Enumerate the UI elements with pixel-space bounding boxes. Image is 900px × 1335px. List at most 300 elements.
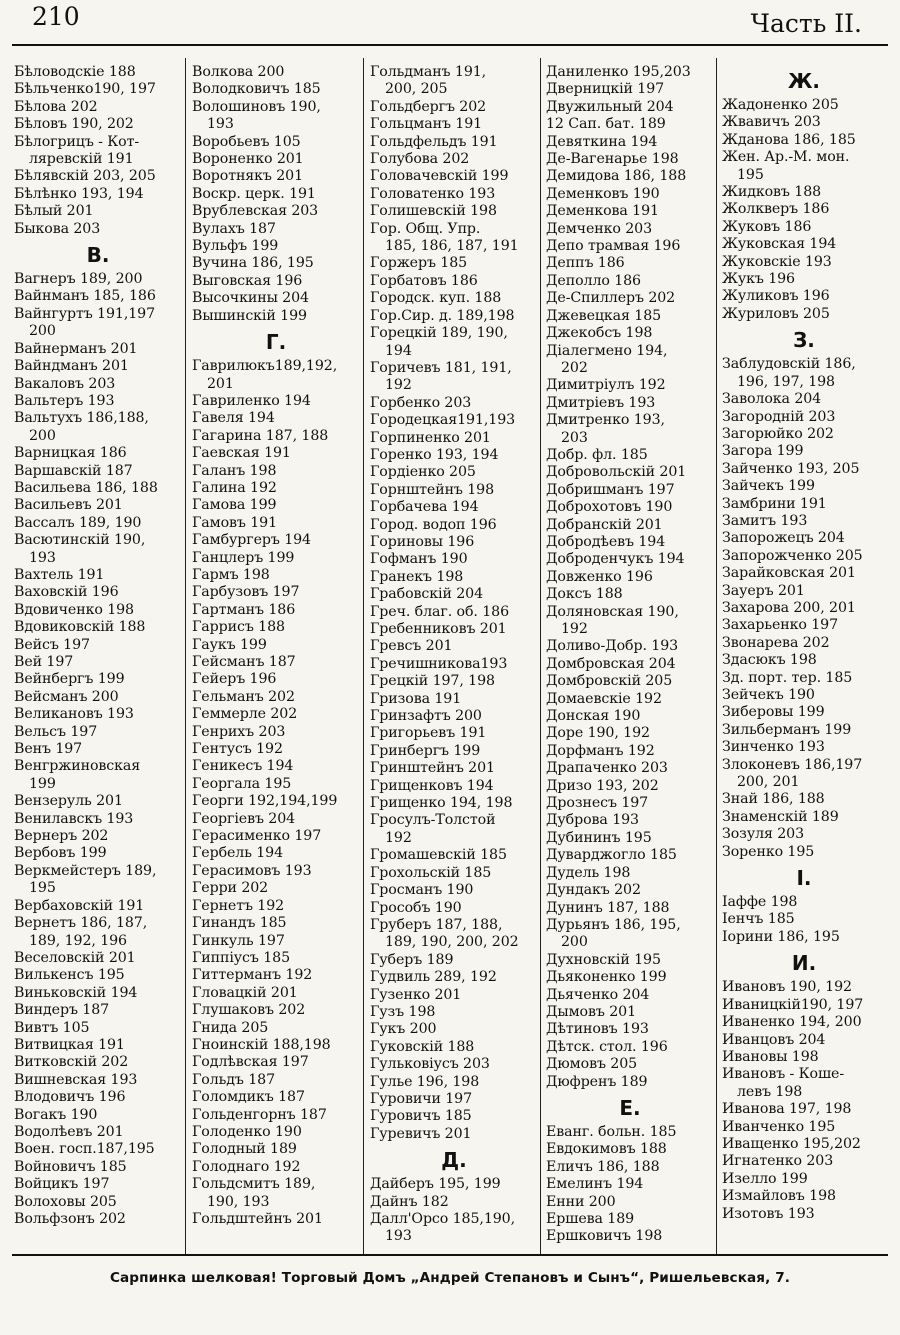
index-entry: Громашевскій 185 <box>370 847 507 864</box>
index-entry: Гольдсмитъ 189, <box>192 1176 316 1193</box>
index-entry: Врублевская 203 <box>192 203 319 220</box>
index-entry: Гузенко 201 <box>370 986 462 1003</box>
index-entry: Доре 190, 192 <box>546 725 650 742</box>
index-entry: Великановъ 193 <box>14 706 134 723</box>
index-entry: Георги 192,194,199 <box>192 793 338 810</box>
letter-heading: Ж. <box>787 69 821 93</box>
index-entry: Іенчъ 185 <box>722 911 795 928</box>
index-entry: Двужильный 204 <box>546 98 674 115</box>
index-entry: Вакаловъ 203 <box>14 375 116 392</box>
index-entry: Грецкій 197, 198 <box>370 673 495 690</box>
index-entry: Ивановъ - Кошe- <box>722 1066 845 1083</box>
index-entry: Грохольскій 185 <box>370 864 492 881</box>
index-entry: Волкова 200 <box>192 64 285 80</box>
index-entry: Доксъ 188 <box>546 586 623 603</box>
index-entry: Жуковскіе 193 <box>722 253 832 270</box>
index-entry: Де-Спиллеръ 202 <box>546 290 676 307</box>
index-entry: Вайнманъ 185, 186 <box>14 288 156 305</box>
index-entry: Дуварджогло 185 <box>546 847 677 864</box>
index-entry: Гинандъ 185 <box>192 915 287 932</box>
index-entry: Захарьенко 197 <box>722 617 839 634</box>
index-entry: Ивановы 198 <box>722 1048 819 1065</box>
index-entry: Еванг. больн. 185 <box>546 1123 677 1140</box>
index-entry: Бѣлѣнко 193, 194 <box>14 185 144 202</box>
index-entry: Жукъ 196 <box>722 271 795 288</box>
index-entry: Волошиновъ 190, <box>192 98 321 115</box>
index-entry: Заблудовскій 186, <box>722 356 856 373</box>
index-entry: Девяткина 194 <box>546 133 658 150</box>
section-label: Часть II. <box>750 9 862 38</box>
index-entry: Грособъ 190 <box>370 899 462 916</box>
index-entry: Деменковъ 190 <box>546 185 660 202</box>
index-entry: Замбрини 191 <box>722 495 827 512</box>
index-entry-continuation: 193 <box>207 116 234 133</box>
index-entry: Домаевскіе 192 <box>546 690 662 707</box>
index-entry-continuation: 193 <box>29 549 56 566</box>
index-entry-continuation: 202 <box>561 359 588 376</box>
index-entry-continuation: 201 <box>207 375 234 392</box>
index-entry: Вдовиченко 198 <box>14 601 134 618</box>
index-entry: Вахтель 191 <box>14 566 105 583</box>
index-entry: Депо трамвая 196 <box>546 238 681 255</box>
index-entry: Доливо-Добр. 193 <box>546 638 679 655</box>
index-entry: Джекобсъ 198 <box>546 325 653 342</box>
index-entry: Вей 197 <box>14 654 74 670</box>
index-entry: Дайнъ 182 <box>370 1193 449 1210</box>
index-entry: Довженко 196 <box>546 568 653 585</box>
index-entry: Вогакъ 190 <box>14 1106 98 1123</box>
letter-heading: В. <box>86 243 110 268</box>
index-entry: Гнида 205 <box>192 1019 269 1036</box>
index-entry: Дорфманъ 192 <box>546 742 655 759</box>
index-entry: Горпиненко 201 <box>370 429 491 446</box>
index-entry: Васильевъ 201 <box>14 497 123 514</box>
index-entry: Замитъ 193 <box>722 512 808 529</box>
index-entry: Вороненко 201 <box>192 151 304 168</box>
index-entry: Глушаковъ 202 <box>192 1002 306 1019</box>
index-entry: Гольдфельдъ 191 <box>370 133 498 150</box>
index-entry-continuation: 195 <box>29 880 56 897</box>
index-entry: Добровольскій 201 <box>546 464 687 481</box>
index-entry: Голоденко 190 <box>192 1123 302 1140</box>
index-entry: Вайнерманъ 201 <box>14 340 138 357</box>
index-entry: Гаврилюкъ189,192, <box>192 358 338 375</box>
index-entry-continuation: 192 <box>385 829 412 846</box>
index-entry-continuation: 199 <box>29 775 56 792</box>
index-entry: Гноинскій 188,198 <box>192 1036 331 1053</box>
index-entry: Вельсъ 197 <box>14 723 98 740</box>
index-entry-continuation: 185, 186, 187, 191 <box>385 238 519 255</box>
index-entry-continuation: 193 <box>385 1228 412 1245</box>
index-entry: Вилькенсъ 195 <box>14 967 125 984</box>
index-entry: Гиппіусъ 185 <box>192 949 291 966</box>
letter-heading: З. <box>793 328 815 353</box>
index-entry: Дмитренко 193, <box>546 412 665 429</box>
index-entry-continuation: 200, 205 <box>385 81 448 98</box>
index-entry: Голомдикъ 187 <box>192 1089 305 1106</box>
index-entry: Войновичъ 185 <box>14 1158 127 1175</box>
letter-heading: Г. <box>265 330 287 355</box>
index-entry: Гузъ 198 <box>370 1003 436 1020</box>
index-entry: Енни 200 <box>546 1193 616 1210</box>
index-entry: Знаменскій 189 <box>722 808 839 825</box>
index-entry: Галина 192 <box>192 479 277 496</box>
index-entry: Городецкая191,193 <box>370 412 516 429</box>
column-divider <box>716 58 717 1254</box>
index-column <box>722 64 886 1250</box>
index-entry: Гавеля 194 <box>192 410 275 427</box>
index-entry-continuation: 189, 190, 200, 202 <box>385 934 519 951</box>
index-entry: Грабовскій 204 <box>370 586 484 603</box>
index-entry: Гавриленко 194 <box>192 392 311 409</box>
index-entry: Виньковскій 194 <box>14 984 138 1001</box>
index-entry-continuation: 189, 192, 196 <box>29 932 127 949</box>
index-entry: Гофманъ 190 <box>370 551 468 568</box>
index-entry: Вейсманъ 200 <box>14 688 119 705</box>
index-entry: Грищенко 194, 198 <box>370 795 513 812</box>
index-entry: Дайберъ 195, 199 <box>370 1176 501 1193</box>
index-entry: Головачевскій 199 <box>370 168 509 185</box>
index-entry: Губеръ 189 <box>370 951 454 968</box>
index-entry: Добродѣевъ 194 <box>546 533 666 550</box>
index-entry: Гагарина 187, 188 <box>192 427 329 444</box>
index-entry: Зайчекъ 199 <box>722 478 815 495</box>
index-entry: Выговская 196 <box>192 272 303 289</box>
index-entry: Дундакъ 202 <box>546 882 641 899</box>
index-entry: Виндеръ 187 <box>14 1002 110 1019</box>
index-entry: Емелинъ 194 <box>546 1176 644 1193</box>
index-entry: Жолкверъ 186 <box>722 201 830 218</box>
index-entry: Гармъ 198 <box>192 566 270 583</box>
index-entry: Гросманъ 190 <box>370 882 474 899</box>
index-entry: Гольденгорнъ 187 <box>192 1106 327 1123</box>
index-entry: Захарова 200, 201 <box>722 599 856 616</box>
index-entry: Город. водоп 196 <box>370 516 497 533</box>
index-entry: Гульковіусъ 203 <box>370 1056 490 1073</box>
letter-heading: И. <box>791 951 817 976</box>
index-entry: Гамова 199 <box>192 497 277 514</box>
index-entry: Загорюйко 202 <box>722 425 834 442</box>
index-entry: Вайндманъ 201 <box>14 358 129 375</box>
index-entry: Деполло 186 <box>546 272 641 289</box>
index-entry: Гризова 191 <box>370 690 462 707</box>
index-entry: Володковичъ 185 <box>192 81 321 98</box>
index-entry: Голоднаго 192 <box>192 1158 301 1175</box>
index-entry: Дверницкій 197 <box>546 81 665 98</box>
index-entry: Воротнякъ 201 <box>192 168 304 185</box>
column-divider <box>185 58 186 1254</box>
index-entry: Гуровичи 197 <box>370 1090 473 1107</box>
index-entry: Джевецкая 185 <box>546 307 662 324</box>
index-entry: Гор. Общ. Упр. <box>370 220 481 237</box>
index-entry: Вальтухъ 186,188, <box>14 410 149 427</box>
index-entry: Дюфренъ 189 <box>546 1073 648 1090</box>
index-entry: Гербель 194 <box>192 845 284 862</box>
index-entry-continuation: левъ 198 <box>737 1083 803 1100</box>
index-entry: Бѣловодскіе 188 <box>14 64 136 80</box>
index-entry: Горнштейнъ 198 <box>370 481 495 498</box>
index-entry: Годлѣвская 197 <box>192 1054 309 1071</box>
index-entry: Горбатовъ 186 <box>370 272 478 289</box>
index-entry: Жидковъ 188 <box>722 184 822 201</box>
index-entry-continuation: 192 <box>385 377 412 394</box>
index-entry: Гукъ 200 <box>370 1021 437 1038</box>
index-entry: Зауеръ 201 <box>722 582 805 599</box>
index-column <box>546 64 714 1250</box>
index-entry: Вульфъ 199 <box>192 238 279 255</box>
index-entry: Вайнгуртъ 191,197 <box>14 305 156 322</box>
index-entry: Донская 190 <box>546 708 641 725</box>
index-entry: Жен. Ар.-М. мон. <box>722 149 850 166</box>
index-entry: Влодовичъ 196 <box>14 1089 126 1106</box>
index-entry: Иванченко 195 <box>722 1118 836 1135</box>
index-entry: Гейеръ 196 <box>192 671 277 688</box>
index-entry: Вербовъ 199 <box>14 845 107 862</box>
index-entry: Дьяченко 204 <box>546 986 650 1003</box>
index-entry: Войцикъ 197 <box>14 1176 110 1193</box>
index-column <box>370 64 538 1250</box>
index-entry: Иванцовъ 204 <box>722 1031 826 1048</box>
index-entry: Деппъ 186 <box>546 255 625 272</box>
index-entry: Гринзафтъ 200 <box>370 708 482 725</box>
index-entry: Варшавскій 187 <box>14 462 133 479</box>
index-entry: Демченко 203 <box>546 220 652 237</box>
page-number: 210 <box>32 2 80 31</box>
index-entry: Евдокимовъ 188 <box>546 1141 667 1158</box>
index-entry: Герри 202 <box>192 880 269 897</box>
index-entry: Загородній 203 <box>722 408 836 425</box>
index-entry: Гринштейнъ 201 <box>370 760 495 777</box>
index-entry: Запорожецъ 204 <box>722 530 845 547</box>
index-entry: Веселовскій 201 <box>14 949 136 966</box>
index-entry: Еличъ 186, 188 <box>546 1158 660 1175</box>
index-entry: Зозуля 203 <box>722 826 805 843</box>
index-entry: Гречишникова193 <box>370 655 508 672</box>
index-entry: Гранекъ 198 <box>370 568 464 585</box>
index-entry: Гаукъ 199 <box>192 636 267 653</box>
index-entry: Гловацкій 201 <box>192 984 298 1001</box>
index-entry-continuation: ляревскій 191 <box>29 151 134 168</box>
index-entry: Вернетъ 186, 187, <box>14 915 148 932</box>
index-entry: Гентусъ 192 <box>192 741 283 758</box>
index-entry: Вальтеръ 193 <box>14 392 115 409</box>
index-entry: Ваховскій 196 <box>14 584 119 601</box>
index-entry: Гревсъ 201 <box>370 638 453 655</box>
index-entry: Гудвиль 289, 192 <box>370 969 497 986</box>
index-entry: Вензеруль 201 <box>14 793 123 810</box>
index-entry: Георгіевъ 204 <box>192 810 296 827</box>
index-entry: Жадоненко 205 <box>722 97 839 113</box>
index-entry: Знай 186, 188 <box>722 791 825 808</box>
index-entry: Бѣлогрицъ - Кот- <box>14 133 140 150</box>
index-entry: Дѣтск. стол. 196 <box>546 1038 668 1055</box>
index-entry: Гуковскій 188 <box>370 1038 475 1055</box>
index-entry: Гориновы 196 <box>370 533 475 550</box>
index-entry: Голубова 202 <box>370 151 470 168</box>
index-entry: Гордіенко 205 <box>370 464 476 481</box>
index-entry-continuation: 200, 201 <box>737 774 800 791</box>
index-entry: Гамовъ 191 <box>192 514 278 531</box>
index-entry: Гольцманъ 191 <box>370 116 483 133</box>
index-entry: Вейнбергъ 199 <box>14 671 125 688</box>
index-entry: Иващенко 195,202 <box>722 1135 861 1152</box>
index-entry: Иваницкій190, 197 <box>722 996 864 1013</box>
index-entry: Дудель 198 <box>546 864 631 881</box>
index-entry: Жданова 186, 185 <box>722 131 856 148</box>
index-entry: Гейсманъ 187 <box>192 654 296 670</box>
index-entry: Вышинскій 199 <box>192 307 307 324</box>
index-entry: Воробьевъ 105 <box>192 133 301 150</box>
index-entry: Журиловъ 205 <box>722 305 830 322</box>
index-entry: Веркмейстеръ 189, <box>14 862 157 879</box>
index-entry: Вдовиковскій 188 <box>14 619 146 636</box>
index-entry: Ершковичъ 198 <box>546 1228 663 1245</box>
top-rule <box>12 44 888 46</box>
index-entry: Зд. порт. тер. 185 <box>722 669 853 686</box>
index-entry: Герасименко 197 <box>192 828 322 845</box>
index-entry: Зарайковская 201 <box>722 565 856 582</box>
column-divider <box>363 58 364 1254</box>
index-entry: Ганцлеръ 199 <box>192 549 295 566</box>
index-entry: Венилавскъ 193 <box>14 810 134 827</box>
index-entry: Діалегмено 194, <box>546 342 668 359</box>
index-entry: Дьяконенко 199 <box>546 969 667 986</box>
index-entry: Головатенко 193 <box>370 185 496 202</box>
index-entry: Вулахъ 187 <box>192 220 276 237</box>
index-entry: Измайловъ 198 <box>722 1188 836 1205</box>
index-entry-continuation: 190, 193 <box>207 1193 270 1210</box>
index-entry: Бѣлый 201 <box>14 203 94 220</box>
index-column <box>14 64 182 1250</box>
index-entry: Васютинскій 190, <box>14 532 146 549</box>
index-column <box>192 64 360 1250</box>
index-entry-continuation: 194 <box>385 342 412 359</box>
index-entry: Генрихъ 203 <box>192 723 286 740</box>
index-entry: Георгала 195 <box>192 775 292 792</box>
letter-heading: І. <box>796 866 812 891</box>
index-entry: Геммерле 202 <box>192 706 298 723</box>
index-entry: Ивановъ 190, 192 <box>722 979 852 996</box>
index-entry: Венгржиновская <box>14 758 141 775</box>
index-entry: Геникесъ 194 <box>192 758 294 775</box>
index-entry: Горжеръ 185 <box>370 255 468 272</box>
index-entry: Воен. госп.187,195 <box>14 1141 155 1158</box>
index-entry: Іаффе 198 <box>722 894 798 911</box>
index-entry: Васильева 186, 188 <box>14 479 158 496</box>
index-entry: Зильберманъ 199 <box>722 721 852 738</box>
index-entry: Голишевскій 198 <box>370 203 497 220</box>
index-entry: Запорожченко 205 <box>722 547 863 564</box>
index-entry: Гольдбергъ 202 <box>370 98 487 115</box>
index-entry: Жуковъ 186 <box>722 218 812 235</box>
index-entry: Гребенниковъ 201 <box>370 621 507 637</box>
index-entry: Доляновская 190, <box>546 603 679 620</box>
index-entry: Волоховы 205 <box>14 1193 117 1210</box>
index-entry: Гольдманъ 191, <box>370 64 487 80</box>
index-entry: Зиберовы 199 <box>722 704 825 721</box>
index-entry-continuation: 192 <box>561 621 588 637</box>
index-entry-continuation: 200 <box>29 427 56 444</box>
index-entry: Злоконевъ 186,197 <box>722 756 863 773</box>
index-entry: Груберъ 187, 188, <box>370 916 503 933</box>
index-entry: Грищенковъ 194 <box>370 777 494 794</box>
index-entry: Іорини 186, 195 <box>722 928 840 945</box>
index-entry: Гартманъ 186 <box>192 601 296 618</box>
index-entry: Де-Вагенарье 198 <box>546 151 679 168</box>
index-entry-continuation: 203 <box>561 429 588 446</box>
index-entry: Жвавичъ 203 <box>722 114 821 131</box>
index-entry: Игнатенко 203 <box>722 1153 834 1170</box>
index-entry: Горичевъ 181, 191, <box>370 359 512 376</box>
index-entry: Герасимовъ 193 <box>192 862 312 879</box>
index-entry: Воскр. церк. 191 <box>192 185 316 202</box>
index-entry: Греч. благ. об. 186 <box>370 603 510 620</box>
index-entry: Витвицкая 191 <box>14 1036 125 1053</box>
index-entry: Доброхотовъ 190 <box>546 499 673 516</box>
index-entry: Дунинъ 187, 188 <box>546 899 670 916</box>
index-entry: Гельманъ 202 <box>192 688 295 705</box>
index-entry: Витковскій 202 <box>14 1054 129 1071</box>
index-entry: Ершева 189 <box>546 1211 635 1227</box>
index-entry: Гор.Сир. д. 189,198 <box>370 307 515 324</box>
index-entry: Голодный 189 <box>192 1141 297 1158</box>
index-entry: Гуревичъ 201 <box>370 1125 472 1142</box>
index-entry-continuation: 200 <box>561 934 588 951</box>
index-entry: Вассалъ 189, 190 <box>14 514 142 531</box>
index-entry: 12 Сап. бат. 189 <box>546 116 666 133</box>
index-entry-continuation: 196, 197, 198 <box>737 373 835 390</box>
index-entry: Зоренко 195 <box>722 843 815 860</box>
index-entry: Домбровскій 205 <box>546 673 673 690</box>
index-entry: Зайченко 193, 205 <box>722 460 860 477</box>
index-entry: Высочкины 204 <box>192 290 309 307</box>
index-entry: Галанъ 198 <box>192 462 277 479</box>
index-entry: Горбенко 203 <box>370 394 472 411</box>
index-entry: Жуковская 194 <box>722 236 837 253</box>
column-divider <box>540 58 541 1254</box>
index-entry: Бѣлова 202 <box>14 98 98 115</box>
index-entry: Бѣлявскій 203, 205 <box>14 168 156 185</box>
letter-heading: Е. <box>619 1095 641 1120</box>
bottom-rule <box>12 1254 888 1256</box>
index-entry: Зейчекъ 190 <box>722 687 815 703</box>
index-entry-continuation: 195 <box>737 166 764 183</box>
index-entry: Вейсъ 197 <box>14 636 90 653</box>
index-entry: Григорьевъ 191 <box>370 725 487 742</box>
index-entry: Далл'Орсо 185,190, <box>370 1211 516 1227</box>
index-entry: Демидова 186, 188 <box>546 168 687 185</box>
index-entry: Быкова 203 <box>14 220 101 237</box>
index-entry: Гринбергъ 199 <box>370 742 481 759</box>
index-entry: Даниленко 195,203 <box>546 64 691 80</box>
index-entry: Гарбузовъ 197 <box>192 584 300 601</box>
index-entry: Гросулъ-Толстой <box>370 812 496 829</box>
index-entry: Гольдштейнъ 201 <box>192 1211 323 1227</box>
index-entry: Добранскій 201 <box>546 516 663 533</box>
index-entry: Горенко 193, 194 <box>370 446 499 463</box>
index-entry: Гуровичъ 185 <box>370 1108 472 1125</box>
index-entry: Гулье 196, 198 <box>370 1073 480 1090</box>
index-entry: Вивтъ 105 <box>14 1019 90 1036</box>
index-entry: Заволока 204 <box>722 391 822 408</box>
index-entry: Гаррисъ 188 <box>192 619 285 636</box>
index-entry: Дуброва 193 <box>546 812 639 829</box>
index-entry: Вучина 186, 195 <box>192 255 314 272</box>
index-entry: Горбачева 194 <box>370 499 479 516</box>
index-entry: Гамбургеръ 194 <box>192 532 311 549</box>
index-entry: Здасюкъ 198 <box>722 652 817 669</box>
index-entry: Гернетъ 192 <box>192 897 285 914</box>
